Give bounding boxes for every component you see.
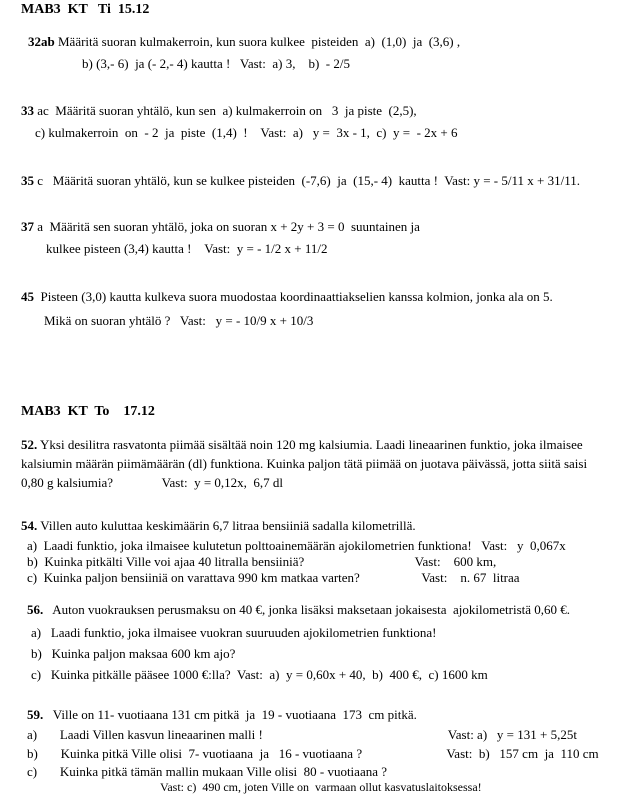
problem-52-line1 bbox=[21, 437, 583, 452]
problem-56-line1 bbox=[27, 602, 570, 617]
problem-56-text: Auton vuokrauksen perusmaksu on 40 €, jonka lisäksi maksetaan jokaisesta ajokilometristä 0,60 €. bbox=[43, 602, 571, 617]
problem-33-number: 33 bbox=[21, 103, 34, 118]
problem-56-b: b) Kuinka paljon maksaa 600 km ajo? bbox=[31, 646, 236, 661]
problem-52-line2: kalsiumin määrän piimämäärän (dl) funktiona. Kuinka paljon tätä piimää on juotava päivässä, jotta siitä saisi bbox=[21, 456, 588, 471]
section1-header: MAB3 KT Ti 15.12 bbox=[21, 2, 150, 17]
problem-56-number: 56. bbox=[27, 602, 44, 617]
problem-52-line3: 0,80 g kalsiumia? Vast: y = 0,12x, 6,7 dl bbox=[21, 475, 284, 490]
problem-45-number: 45 bbox=[21, 289, 34, 304]
problem-37-number: 37 bbox=[21, 219, 34, 234]
problem-54-line1 bbox=[21, 518, 416, 533]
problem-32-text: Määritä suoran kulmakerroin, kun suora kulkee pisteiden a) (1,0) ja (3,6) , bbox=[54, 34, 461, 49]
problem-45-line2: Mikä on suoran yhtälö ? Vast: y = - 10/9 x + 10/3 bbox=[44, 313, 314, 328]
problem-37-line2: kulkee pisteen (3,4) kautta ! Vast: y = - 1/2 x + 11/2 bbox=[46, 241, 328, 256]
problem-59-c: c) Kuinka pitkä tämän mallin mukaan Ville olisi 80 - vuotiaana ? bbox=[27, 764, 388, 779]
problem-32-line1 bbox=[28, 34, 460, 49]
problem-32-line2: b) (3,- 6) ja (- 2,- 4) kautta ! Vast: a) 3, b) - 2/5 bbox=[82, 56, 350, 71]
problem-45-line1 bbox=[21, 289, 553, 304]
problem-56-c: c) Kuinka pitkälle pääsee 1000 €:lla? Vast: a) y = 0,60x + 40, b) 400 €, c) 1600 km bbox=[31, 667, 488, 682]
problem-33-text: ac Määritä suoran yhtälö, kun sen a) kulmakerroin on 3 ja piste (2,5), bbox=[34, 103, 417, 118]
section2-header: MAB3 KT To 17.12 bbox=[21, 404, 155, 419]
problem-33-line2: c) kulmakerroin on - 2 ja piste (1,4) ! Vast: a) y = 3x - 1, c) y = - 2x + 6 bbox=[35, 125, 458, 140]
problem-59-answer-c: Vast: c) 490 cm, joten Ville on varmaan ollut kasvatuslaitoksessa! bbox=[160, 780, 482, 794]
problem-59-b: b) Kuinka pitkä Ville olisi 7- vuotiaana ja 16 - vuotiaana ? Vast: b) 157 cm ja 110 cm bbox=[27, 746, 599, 761]
problem-52-text: Yksi desilitra rasvatonta piimää sisältää noin 120 mg kalsiumia. Laadi lineaarinen funktio, joka ilmaisee bbox=[37, 437, 583, 452]
problem-54-c: c) Kuinka paljon bensiiniä on varattava 990 km matkaa varten? Vast: n. 67 litraa bbox=[27, 570, 520, 585]
problem-59-text: Ville on 11- vuotiaana 131 cm pitkä ja 19 - vuotiaana 173 cm pitkä. bbox=[43, 707, 417, 722]
problem-45-text: Pisteen (3,0) kautta kulkeva suora muodostaa koordinaattiakselien kanssa kolmion, jonka ala on 5. bbox=[34, 289, 553, 304]
problem-32-number: 32ab bbox=[28, 34, 55, 49]
problem-52-number: 52. bbox=[21, 437, 38, 452]
problem-54-b: b) Kuinka pitkälti Ville voi ajaa 40 litralla bensiiniä? Vast: 600 km, bbox=[27, 554, 497, 569]
problem-33-line1 bbox=[21, 103, 417, 118]
problem-35-number: 35 bbox=[21, 173, 34, 188]
problem-54-number: 54. bbox=[21, 518, 38, 533]
problem-56-a: a) Laadi funktio, joka ilmaisee vuokran suuruuden ajokilometrien funktiona! bbox=[31, 625, 437, 640]
problem-37-line1 bbox=[21, 219, 420, 234]
problem-54-text: Villen auto kuluttaa keskimäärin 6,7 litraa bensiiniä sadalla kilometrillä. bbox=[37, 518, 416, 533]
problem-59-line1 bbox=[27, 707, 417, 722]
problem-37-text: a Määritä sen suoran yhtälö, joka on suoran x + 2y + 3 = 0 suuntainen ja bbox=[34, 219, 420, 234]
problem-35-line1 bbox=[21, 173, 580, 188]
problem-59-number: 59. bbox=[27, 707, 44, 722]
problem-35-text: c Määritä suoran yhtälö, kun se kulkee pisteiden (-7,6) ja (15,- 4) kautta ! Vast: y = - 5/11 x + 31/11. bbox=[34, 173, 580, 188]
problem-54-a: a) Laadi funktio, joka ilmaisee kulutetun polttoainemäärän ajokilometrien funktiona! Vast: y 0,067x bbox=[27, 538, 566, 553]
problem-59-a: a) Laadi Villen kasvun lineaarinen malli ! Vast: a) y = 131 + 5,25t bbox=[27, 727, 577, 742]
